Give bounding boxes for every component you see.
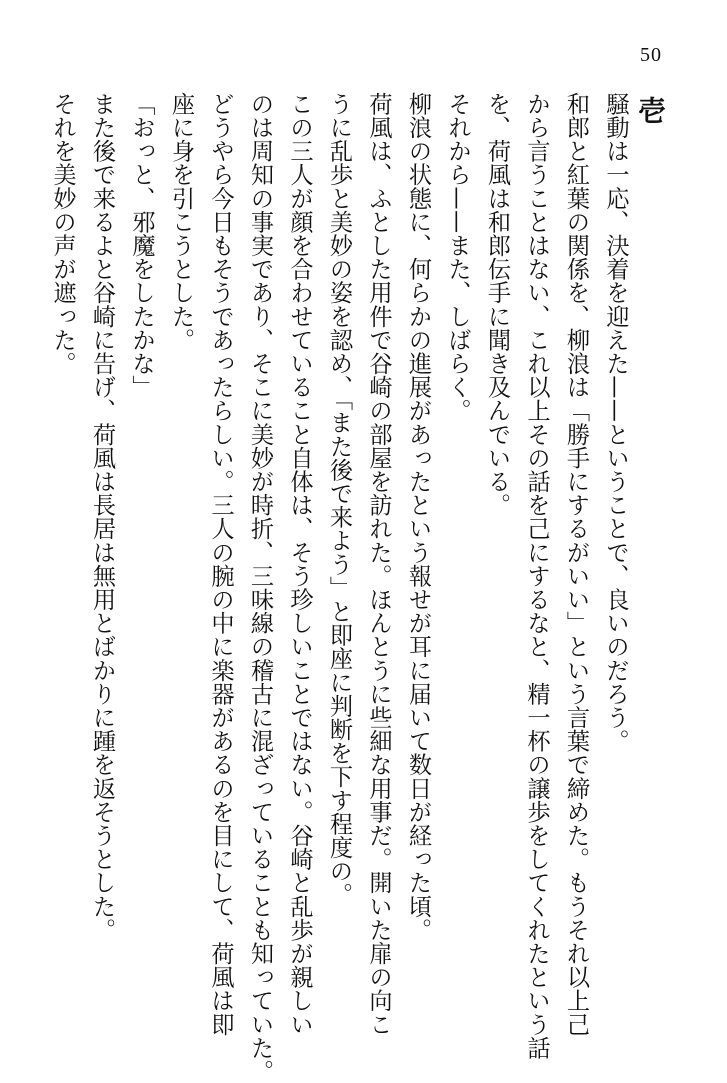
text-line: それを美妙の声が遮った。	[49, 92, 76, 376]
text-line: 柳浪の状態に、何らかの進展があったという報せが耳に届いて数日が経った頃。	[404, 92, 432, 942]
text-line: また後で来るよと谷崎に告げ、荷風は長居は無用とばかりに踵を返そうとした。	[88, 92, 116, 942]
text-line: 騒動は一応、決着を迎えた——ということで、良いのだろう。	[602, 92, 629, 753]
text-line: 和郎と紅葉の関係を、柳浪は「勝手にするがいい」という言葉で締めた。もうそれ以上己	[562, 92, 590, 1036]
text-line: から言うことはない、これ以上その話を己にするなと、精一杯の譲歩をしてくれたという話	[523, 92, 550, 1060]
text-line: を、荷風は和郎伝手に聞き及んでいる。	[483, 92, 511, 517]
text-line: この三人が顔を合わせていること自体は、そう珍しいことではない。谷崎と乱歩が親しい	[286, 92, 313, 1036]
text-line: 座に身を引こうとした。	[167, 92, 195, 352]
text-line: 「おっと、邪魔をしたかな」	[128, 92, 155, 399]
text-line: それから——また、しばらく。	[444, 92, 471, 423]
page-number: 50	[640, 44, 662, 66]
text-line: のは周知の事実であり、そこに美妙が時折、三味線の稽古に混ざっていることも知っていた。	[246, 92, 274, 1083]
text-line: どうやら今日もそうであったらしい。三人の腕の中に楽器があるのを目にして、荷風は即	[207, 92, 234, 1036]
body-text	[49, 92, 635, 1083]
chapter-mark: 壱	[634, 96, 667, 124]
text-line: 荷風は、ふとした用件で谷崎の部屋を訪れた。ほんとうに些細な用事だ。開いた扉の向こ	[365, 92, 392, 1036]
text-line: うに乱歩と美妙の姿を認め、「また後で来よう」と即座に判断を下す程度の。	[325, 92, 353, 907]
